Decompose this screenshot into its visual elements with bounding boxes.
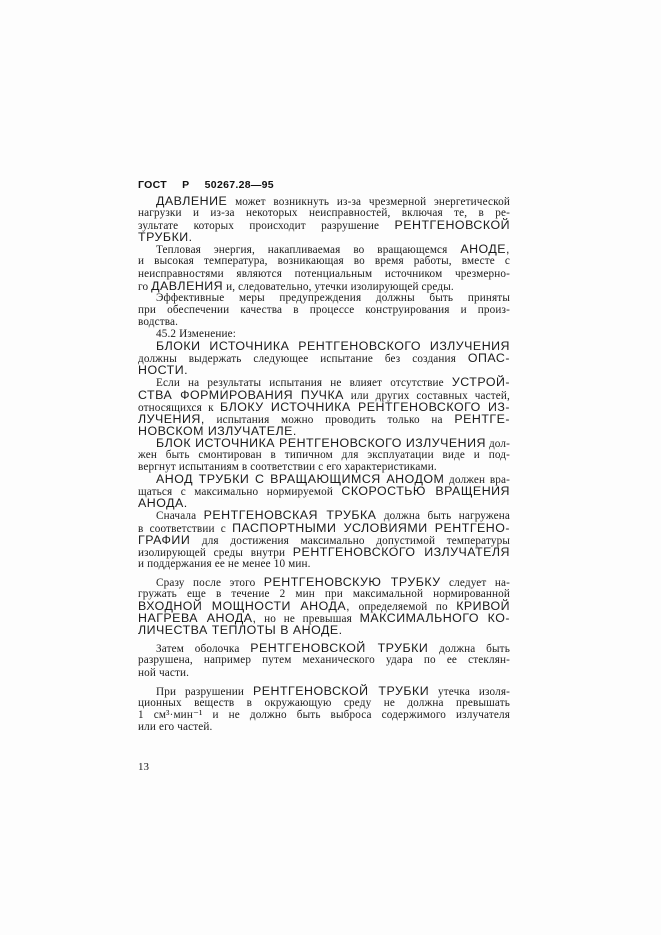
defined-term: БЛОКУ ИСТОЧНИКА РЕНТГЕНОВСКОГО ИЗ- — [219, 399, 510, 414]
text-run: дол- — [485, 437, 511, 450]
text-line — [138, 685, 510, 697]
text-run: и высокая температура, возникающая во время работы, вместе с — [138, 255, 510, 268]
defined-term: НАГРЕВА АНОДА, — [138, 611, 257, 626]
text-line — [138, 316, 510, 328]
defined-term: РЕНТГЕНОВСКОГО ИЗЛУЧАТЕЛЯ — [292, 544, 510, 559]
text-line — [138, 654, 510, 666]
text-run: или других составных частей, — [343, 389, 510, 402]
text-run: зультате которых происходит разрушение — [138, 220, 395, 233]
text-line — [138, 219, 510, 231]
text-line — [138, 255, 510, 267]
text-run: гружать еще в течение 2 мин при максимальной нормированной — [138, 588, 510, 600]
text-run: может возникнуть из-за чрезмерной энергетической — [227, 196, 510, 208]
standard-letter: Р — [182, 179, 190, 191]
text-run: для достижения максимально допустимой температуры — [190, 534, 510, 547]
body-text — [138, 195, 510, 733]
defined-term: УСТРОЙ- — [451, 375, 510, 390]
text-run: или его частей. — [138, 720, 213, 733]
text-line — [138, 576, 510, 588]
text-run: ционных веществ в окружающую среду не должна превышать — [138, 696, 510, 709]
text-run: испытания можно проводить только на — [204, 413, 455, 426]
defined-term: БЛОК ИСТОЧНИКА РЕНТГЕНОВСКОГО ИЗЛУЧЕНИЯ — [156, 435, 486, 450]
text-run: Затем оболочка — [156, 643, 251, 656]
text-run: ной части. — [138, 666, 190, 679]
text-run: щаться с максимально нормируемой — [138, 486, 342, 499]
text-run: 1 см³·мин⁻¹ и не должно быть выброса содержимого излучателя — [138, 708, 510, 721]
text-line — [138, 546, 510, 558]
text-run: жен быть смонтирован в типичном для эксплуатации виде и под- — [138, 448, 510, 461]
standard-number: 50267.28—95 — [204, 179, 274, 191]
text-line — [138, 522, 510, 534]
text-run: Сразу после этого — [156, 576, 264, 589]
text-line — [138, 449, 510, 461]
text-run: определяемой по — [350, 601, 457, 614]
text-line — [138, 231, 510, 243]
text-run: Если на результаты испытания не влияет отсутствие — [156, 377, 452, 390]
defined-term: АНОД ТРУБКИ С ВРАЩАЮЩИМСЯ АНОДОМ — [156, 472, 445, 487]
text-line — [138, 280, 510, 292]
text-run: утечка изоля- — [429, 685, 510, 698]
standard-header — [138, 179, 286, 191]
text-run: неисправностями являются потенциальным источником чрезмерно- — [138, 267, 510, 280]
text-run: изолирующей среды внутри — [138, 546, 293, 559]
page-number: 13 — [138, 761, 149, 773]
text-line — [138, 697, 510, 709]
defined-term: КРИВОЙ — [456, 599, 510, 614]
defined-term: РЕНТГЕ- — [454, 411, 510, 426]
defined-term: НОВСКОМ ИЗЛУЧАТЕЛЕ. — [138, 423, 297, 438]
text-run: вергнут испытаниям в соответствии с его характеристиками. — [138, 461, 437, 474]
defined-term: РЕНТГЕНОВСКОЙ — [394, 218, 510, 233]
defined-term: БЛОКИ ИСТОЧНИКА РЕНТГЕНОВСКОГО ИЗЛУЧЕНИЯ — [156, 339, 510, 354]
text-run: должна быть — [428, 643, 510, 656]
text-run: должна быть нагружена — [376, 510, 511, 523]
text-run: 45.2 Изменение: — [156, 328, 237, 341]
text-line — [138, 558, 510, 570]
text-line — [138, 642, 510, 654]
text-run: разрушена, например путем механического удара по ее стеклян- — [138, 654, 510, 667]
text-run: При разрушении — [156, 685, 253, 698]
defined-term: ГРАФИИ — [138, 532, 191, 547]
text-run: следует на- — [440, 576, 510, 589]
text-run: нагрузки и из-за некоторых неисправностей, включая те, в ре- — [138, 207, 510, 220]
text-run: в соответствии с — [138, 522, 233, 535]
text-line — [138, 485, 510, 497]
text-line — [138, 352, 510, 364]
text-run: относящихся к — [138, 401, 220, 414]
defined-term: АНОДА. — [138, 496, 188, 511]
defined-term: РЕНТГЕНОВСКАЯ ТРУБКА — [203, 508, 377, 523]
text-line — [138, 304, 510, 316]
text-run: го — [138, 280, 152, 293]
defined-term: НОСТИ. — [138, 363, 189, 378]
text-line — [138, 709, 510, 721]
text-run: но не превышая — [256, 613, 360, 626]
text-run: Эффективные меры предупреждения должны быть приняты — [156, 291, 510, 304]
text-line — [138, 243, 510, 255]
defined-term: АНОДЕ, — [460, 242, 510, 257]
text-line — [138, 437, 510, 449]
defined-term: РЕНТГЕНОВСКОЙ ТРУБКИ — [252, 683, 430, 698]
defined-term: ДАВЛЕНИЕ — [156, 194, 228, 208]
text-line — [138, 340, 510, 352]
text-run: должен вра- — [444, 474, 511, 487]
defined-term: ВХОДНОЙ МОЩНОСТИ АНОДА, — [138, 599, 351, 614]
standard-abbrev: ГОСТ — [138, 179, 167, 191]
defined-term: ЛИЧЕСТВА ТЕПЛОТЫ В АНОДЕ. — [138, 623, 343, 638]
text-run: Сначала — [156, 510, 204, 523]
text-line — [138, 624, 510, 636]
text-line — [138, 292, 510, 304]
defined-term: МАКСИМАЛЬНОГО КО- — [359, 611, 510, 626]
text-run: Тепловая энергия, накапливаемая во вращающемся — [156, 244, 461, 257]
text-run: и, следовательно, утечки изолирующей среды. — [223, 280, 454, 293]
defined-term: СКОРОСТЬЮ ВРАЩЕНИЯ — [341, 484, 511, 499]
text-line — [138, 195, 510, 207]
defined-term: ТРУБКИ. — [138, 230, 193, 245]
defined-term: ЛУЧЕНИЯ, — [138, 411, 205, 426]
defined-term: РЕНТГЕНОВСКУЮ ТРУБКУ — [263, 574, 441, 589]
defined-term: СТВА ФОРМИРОВАНИЯ ПУЧКА — [138, 387, 344, 402]
defined-term: ОПАС- — [467, 351, 510, 366]
text-run: водства. — [138, 315, 179, 328]
defined-term: РЕНТГЕНОВСКОЙ ТРУБКИ — [250, 641, 429, 656]
defined-term: ПАСПОРТНЫМИ УСЛОВИЯМИ РЕНТГЕНО- — [232, 520, 510, 535]
defined-term: ДАВЛЕНИЯ — [151, 278, 224, 293]
text-line — [138, 667, 510, 679]
text-run: должны выдержать следующее испытание без создания — [138, 353, 468, 366]
text-run: при обеспечении качества в процессе конструирования и произ- — [138, 303, 510, 316]
text-line — [138, 721, 510, 733]
text-run: и поддержания ее не менее 10 мин. — [138, 557, 311, 570]
